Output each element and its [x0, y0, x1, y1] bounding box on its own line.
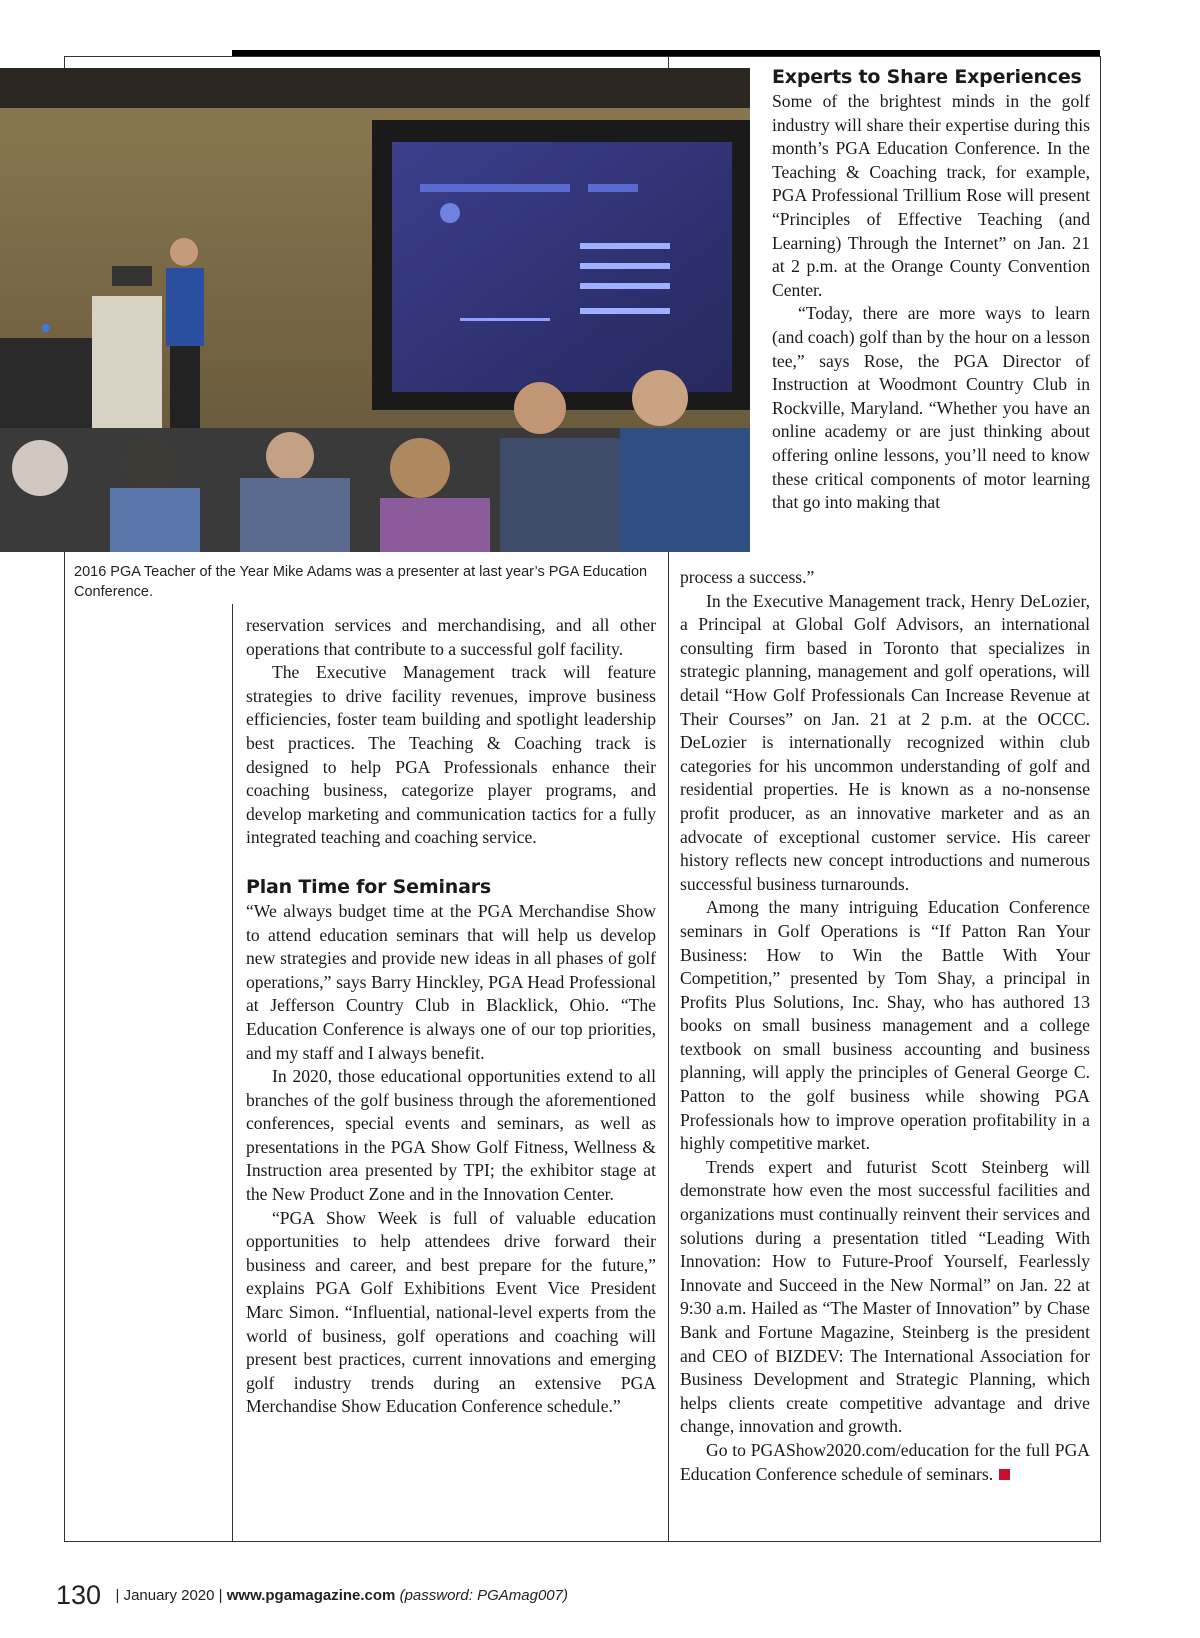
closing-paragraph	[680, 1439, 1090, 1486]
photo-image	[0, 68, 750, 552]
right-column-bottom	[680, 566, 1090, 1486]
body-paragraph: “We always budget time at the PGA Merchandise Show to attend education seminars that will help us develop new strategies and provide new ideas in all phases of golf operations,” says Barry Hinckley, PGA Head Professional at Jefferson Country Club in Blacklick, Ohio. “The Education Conference is always one of our top priorities, and my staff and I always benefit.	[246, 900, 656, 1063]
frame-bottom-rule	[64, 1541, 1101, 1542]
password-note: (password: PGAmag007)	[399, 1587, 568, 1604]
right-column-top	[772, 64, 1090, 515]
section-heading: Experts to Share Experiences	[772, 66, 1082, 88]
issue-date: January 2020	[123, 1587, 215, 1604]
conference-photo	[0, 68, 750, 552]
body-paragraph: “PGA Show Week is full of valuable education opportunities to help attendees drive forward their business and career, and best prepare for the future,” explains PGA Golf Exhibitions Event Vice President Marc Simon. “Influential, national-level experts from the world of business, golf operations and coaching will present best practices, current innovations and emerging golf industry trends during an extensive PGA Merchandise Show Education Conference schedule.”	[246, 1207, 656, 1417]
left-column	[246, 614, 656, 1419]
body-paragraph: The Executive Management track will feature strategies to drive facility revenues, improve business efficiencies, foster team building and spotlight leadership best practices. The Teaching & Coaching track is designed to help PGA Professionals enhance their coaching business, categorize player programs, and develop marketing and communication tactics for a fully integrated teaching and coaching service.	[246, 662, 656, 848]
body-paragraph-continued: process a success.”	[680, 567, 815, 587]
section-heading: Plan Time for Seminars	[246, 875, 491, 898]
body-paragraph: reservation services and merchandising, and all other operations that contribute to a successful golf facility.	[246, 615, 656, 659]
end-mark-icon	[999, 1469, 1010, 1480]
closing-text: Go to PGAShow2020.com/education for the full PGA Education Conference schedule of seminars.	[680, 1439, 1090, 1484]
body-paragraph: In the Executive Management track, Henry DeLozier, a Principal at Global Golf Advisors, an international consulting firm based in Toronto that specializes in strategic planning, management and golf operations, will detail “How Golf Professionals Can Increase Revenue at Their Courses” on Jan. 21 at 2 p.m. at the OCCC. DeLozier is internationally recognized within club categories for his uncommon understanding of golf and residential properties. He is known as a no-nonsense profit producer, as an innovative marketer and as an advocate of exceptional customer service. His career history reflects new concept introductions and numerous successful business turnarounds.	[680, 590, 1090, 894]
body-paragraph: “Today, there are more ways to learn (and coach) golf than by the hour on a lesson tee,” says Rose, the PGA Director of Instruction at Woodmont Country Club in Rockville, Maryland. “Whether you have an online academy or are just thinking about offering online lessons, you’ll need to know these critical components of motor learning that go into making that	[772, 303, 1090, 513]
body-paragraph: In 2020, those educational opportunities extend to all branches of the golf business through the aforementioned conferences, special events and seminars, as well as presentations in the PGA Show Golf Fitness, Wellness & Instruction area presented by TPI; the exhibitor stage at the New Product Zone and in the Innovation Center.	[246, 1066, 656, 1205]
photo-caption: 2016 PGA Teacher of the Year Mike Adams was a presenter at last year’s PGA Education Conference.	[74, 564, 648, 600]
column-divider-left	[232, 604, 233, 1541]
body-paragraph: Among the many intriguing Education Conference seminars in Golf Operations is “If Patton Ran Your Business: How to Win the Battle With Your Competition,” presented by Tom Shay, a principal in Profits Plus Solutions, Inc. Shay, who has authored 13 books on small business management and a college textbook on small business accounting and business planning, will apply the principles of General George C. Patton to the golf business while showing PGA Professionals how to improve operation profitability in a highly competitive market.	[680, 897, 1090, 1154]
website-link[interactable]: www.pgamagazine.com	[226, 1587, 396, 1604]
page-number: 130	[56, 1580, 102, 1610]
footer-separator: |	[115, 1587, 120, 1604]
frame-right-rule	[1100, 56, 1101, 1541]
footer-separator: |	[218, 1587, 223, 1604]
page-footer	[56, 1580, 568, 1611]
body-paragraph: Some of the brightest minds in the golf industry will share their expertise during this month’s PGA Education Conference. In the Teaching & Coaching track, for example, PGA Professional Trillium Rose will present “Principles of Effective Teaching (and Learning) Through the Internet” on Jan. 21 at 2 p.m. at the Orange County Convention Center.	[772, 91, 1090, 300]
body-paragraph: Trends expert and futurist Scott Steinberg will demonstrate how even the most successful facilities and organizations must continually reinvent their services and solutions during a presentation titled “Leading With Innovation: How to Future-Proof Yourself, Fearlessly Innovate and Succeed in the New Normal” on Jan. 22 at 9:30 a.m. Hailed as “The Master of Innovation” by Chase Bank and Fortune Magazine, Steinberg is the president and CEO of BIZDEV: The International Association for Business Development and Strategic Planning, which helps clients create competitive advantage and drive change, innovation and growth.	[680, 1156, 1090, 1437]
top-thin-rule	[64, 56, 1100, 57]
